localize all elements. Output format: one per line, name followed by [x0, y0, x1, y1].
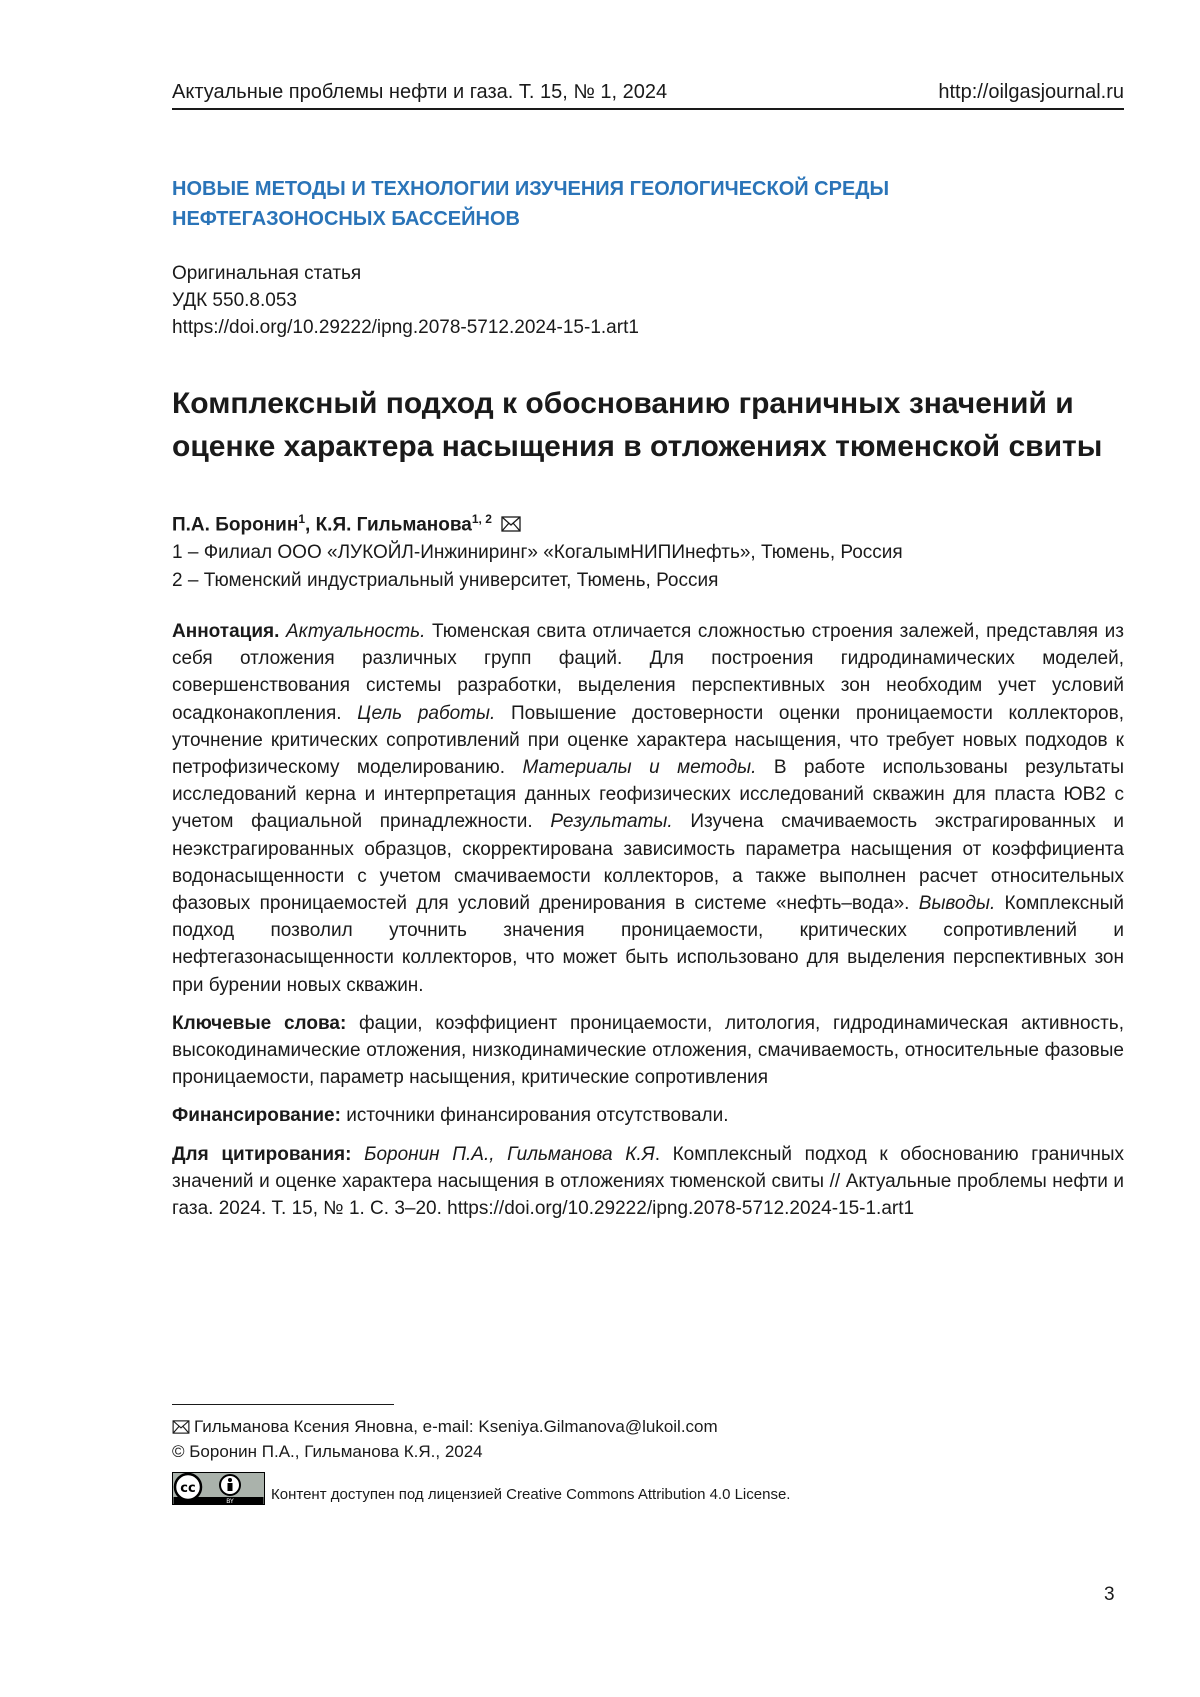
methods-label: Материалы и методы.	[522, 757, 757, 779]
aim-label: Цель работы.	[357, 702, 496, 724]
svg-text:cc: cc	[180, 1481, 196, 1496]
contact-text: Гильманова Ксения Яновна, e-mail: Kseniya.Gilmanova@lukoil.com	[194, 1417, 718, 1436]
envelope-icon[interactable]	[501, 516, 521, 532]
citation-text: . Комплексный подход к обоснованию граничных значений и оценке характера насыщения в отложениях тюменской свиты // Актуальные проблемы нефти и газа. 2024. Т. 15, № 1. С. 3–20. https://doi.org/10.29222/ipng.2078-5712.2024-15-1.art1	[172, 1143, 1124, 1220]
cc-by-badge-icon[interactable]	[172, 1472, 265, 1505]
funding-text: источники финансирования отсутствовали.	[340, 1105, 729, 1127]
results-label: Результаты.	[550, 811, 673, 833]
license-row	[172, 1470, 1124, 1507]
footnote-divider	[172, 1404, 394, 1405]
udc-code: УДК 550.8.053	[172, 290, 297, 311]
aim-text: Повышение достоверности оценки проницаемости коллекторов, уточнение критических сопротивлений при оценке характера насыщения, что требует новых подходов к петрофизическому моделированию.	[172, 702, 1124, 779]
funding-label: Финансирование:	[172, 1105, 341, 1127]
relevance-text: Тюменская свита отличается сложностью строения залежей, представляя из себя отложения различных групп фаций. Для построения гидродинамических моделей, совершенствования системы разработки, выделения перспективных зон необходим учет условий осадконакопления.	[172, 621, 1124, 724]
envelope-icon	[172, 1420, 190, 1434]
funding-paragraph	[172, 1102, 1124, 1129]
authors-block	[172, 505, 1124, 595]
author-2-affil: 1, 2	[471, 512, 492, 526]
affiliation-2: 2 – Тюменский индустриальный университет, Тюмень, Россия	[172, 570, 719, 592]
section-heading-line1: НОВЫЕ МЕТОДЫ И ТЕХНОЛОГИИ ИЗУЧЕНИЯ ГЕОЛОГИЧЕСКОЙ СРЕДЫ	[172, 178, 890, 200]
citation-authors: Боронин П.А., Гильманова К.Я	[351, 1143, 655, 1165]
abstract-paragraph	[172, 618, 1124, 999]
author-2: К.Я. Гильманова	[315, 514, 472, 536]
author-names: П.А. Боронин$^1$, К.Я. Гильманова$^{1, 2}$	[172, 505, 1124, 539]
citation-label: Для цитирования:	[172, 1143, 352, 1165]
running-header	[172, 72, 1124, 110]
citation-paragraph	[172, 1141, 1124, 1223]
contact-footnote	[172, 1414, 1124, 1439]
doi-link[interactable]: https://doi.org/10.29222/ipng.2078-5712.2024-15-1.art1	[172, 317, 639, 338]
license-text[interactable]: Контент доступен под лицензией Creative Commons Attribution 4.0 License.	[271, 1486, 791, 1503]
article-title	[172, 382, 1124, 468]
title-line2: оценке характера насыщения в отложениях тюменской свиты	[172, 430, 1103, 463]
abstract-label: Аннотация.	[172, 621, 280, 642]
keywords-paragraph	[172, 1010, 1124, 1092]
copyright-text: © Боронин П.А., Гильманова К.Я., 2024	[172, 1442, 483, 1461]
abstract-section	[172, 618, 1124, 1233]
affiliation-1: 1 – Филиал ООО «ЛУКОЙЛ-Инжиниринг» «КогалымНИПИнефть», Тюмень, Россия	[172, 542, 903, 564]
article-type: Оригинальная статья	[172, 263, 362, 284]
footnotes	[172, 1414, 1124, 1507]
journal-url[interactable]: http://oilgasjournal.ru	[938, 81, 1124, 103]
keywords-text: фации, коэффициент проницаемости, литология, гидродинамическая активность, высокодинамические отложения, низкодинамические отложения, смачиваемость, относительные фазовые проницаемости, параметр насыщения, критические сопротивления	[172, 1012, 1124, 1089]
article-meta	[172, 260, 639, 341]
section-heading	[172, 174, 1032, 234]
author-1-affil: 1	[298, 512, 306, 526]
relevance-label: Актуальность.	[286, 621, 426, 642]
title-line1: Комплексный подход к обоснованию граничных значений и	[172, 387, 1074, 420]
results-text: Изучена смачиваемость экстрагированных и неэкстрагированных образцов, скорректирована зависимость параметра насыщения от коэффициента водонасыщенности с учетом смачиваемости коллекторов, а также выполнен расчет относительных фазовых проницаемостей для условий дренирования в системе «нефть–вода».	[172, 811, 1124, 915]
author-1: П.А. Боронин	[172, 514, 299, 536]
methods-text: В работе использованы результаты исследований керна и интерпретация данных геофизических исследований скважин для пласта ЮВ2 с учетом фациальной принадлежности.	[172, 757, 1124, 833]
page-number: 3	[1104, 1584, 1115, 1605]
cc-badge-label: BY	[226, 1498, 234, 1505]
section-heading-line2: НЕФТЕГАЗОНОСНЫХ БАССЕЙНОВ	[172, 208, 520, 230]
journal-name: Актуальные проблемы нефти и газа. Т. 15, № 1, 2024	[172, 81, 668, 103]
conclusions-label: Выводы.	[918, 893, 996, 915]
conclusions-text: Комплексный подход позволил уточнить значения проницаемости, критических сопротивлений и нефтегазонасыщенности коллекторов, что может быть использовано для выделения перспективных зон при бурении новых скважин.	[172, 893, 1124, 996]
keywords-label: Ключевые слова:	[172, 1012, 347, 1034]
